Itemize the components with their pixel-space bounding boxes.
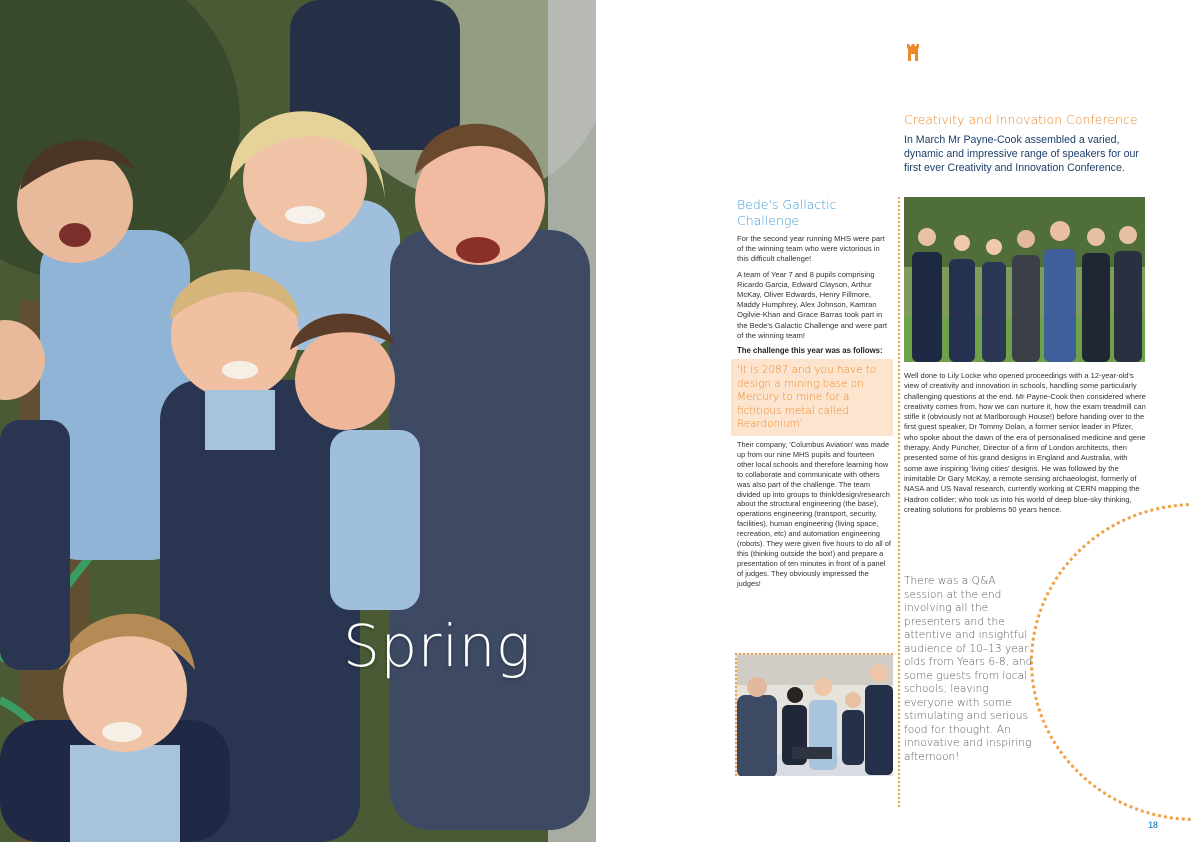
dotted-column-divider [898,197,900,807]
gallactic-heading: Bede's Gallactic Challenge [737,197,837,228]
castle-icon [906,44,920,62]
gallactic-paragraph-1: For the second year running MHS were part of the winning team who were victorious in this difficult challenge! [737,234,885,264]
pupils-workshop-photo [735,653,893,776]
page-number: 18 [1148,820,1159,830]
section-title: Spring [343,612,532,680]
creativity-heading: Creativity and Innovation Conference [904,112,1138,127]
gallactic-quote: 'It is 2087 and you have to design a mining base on Mercury to mine for a fictitious metal called Reardonium' [731,359,893,436]
creativity-qa-paragraph: There was a Q&A session at the end involving all the presenters and the attentive and insightful audience of 10–13 year olds from Years 6-8, and some guests from local schools; leaving everyone with some stimulating and serious food for thought. An innovative and inspiring afternoon! [904,575,1033,763]
speakers-group-photo [904,197,1145,362]
gallactic-lead: The challenge this year was as follows: [737,346,883,356]
creativity-intro: In March Mr Payne-Cook assembled a varied, dynamic and impressive range of speakers for our first ever Creativity and Innovation Conference. [904,134,1139,175]
gallactic-paragraph-2: A team of Year 7 and 8 pupils comprising Ricardo Garcia, Edward Clayson, Arthur McKay, Oliver Edwards, Henry Fillmore, Maddy Humphrey, Alex Johnson, Kamran Ogilvie-Khan and Grace Barras took part in the Bede's Galactic Challenge and were part of the winning team! [737,269,888,340]
gallactic-paragraph-3: Their company, 'Columbus Aviation' was made up from our nine MHS pupils and fourteen other local schools and therefore learning how to collaborate and communicate with others was also part of the challenge. The team divided up into groups to think/design/research about the structural engineering (the base), operations engineering (transport, security, facilities), human engineering (living space, recreation, etc) and automation engineering (robots). They were given five hours to do all of this (thinking outside the box!) and prepare a presentation of ten minutes in front of a panel of judges. They obviously impressed the judges! [737,440,891,588]
gallactic-column [737,197,893,594]
creativity-body: Well done to Lily Locke who opened proceedings with a 12-year-old's view of creativity and innovation in schools, handling some particularly challenging questions at the end. Mr Payne-Cook then considered where creativity comes from, how we can nurture it, how the exam treadmill can stifle it (obviously not at Marlborough House!) before handing over to the first guest speaker, Dr Tommy Dolan, a former senior leader in Pfizer, who spoke about the dawn of the era of personalised medicine and gene therapy. Andy Puncher, Director of a firm of London architects, then presented some of his grand designs in England and Australia, with some awe inspiring 'living cities' designs. He was followed by the inimitable Dr Gary McKay, a remote sensing archaeologist, formerly of NASA and US Naval research, currently working at CERN mapping the Hadron collider; who took us into his world of deep blue-sky thinking, creating solutions for problems 50 years hence. [904,371,1146,514]
